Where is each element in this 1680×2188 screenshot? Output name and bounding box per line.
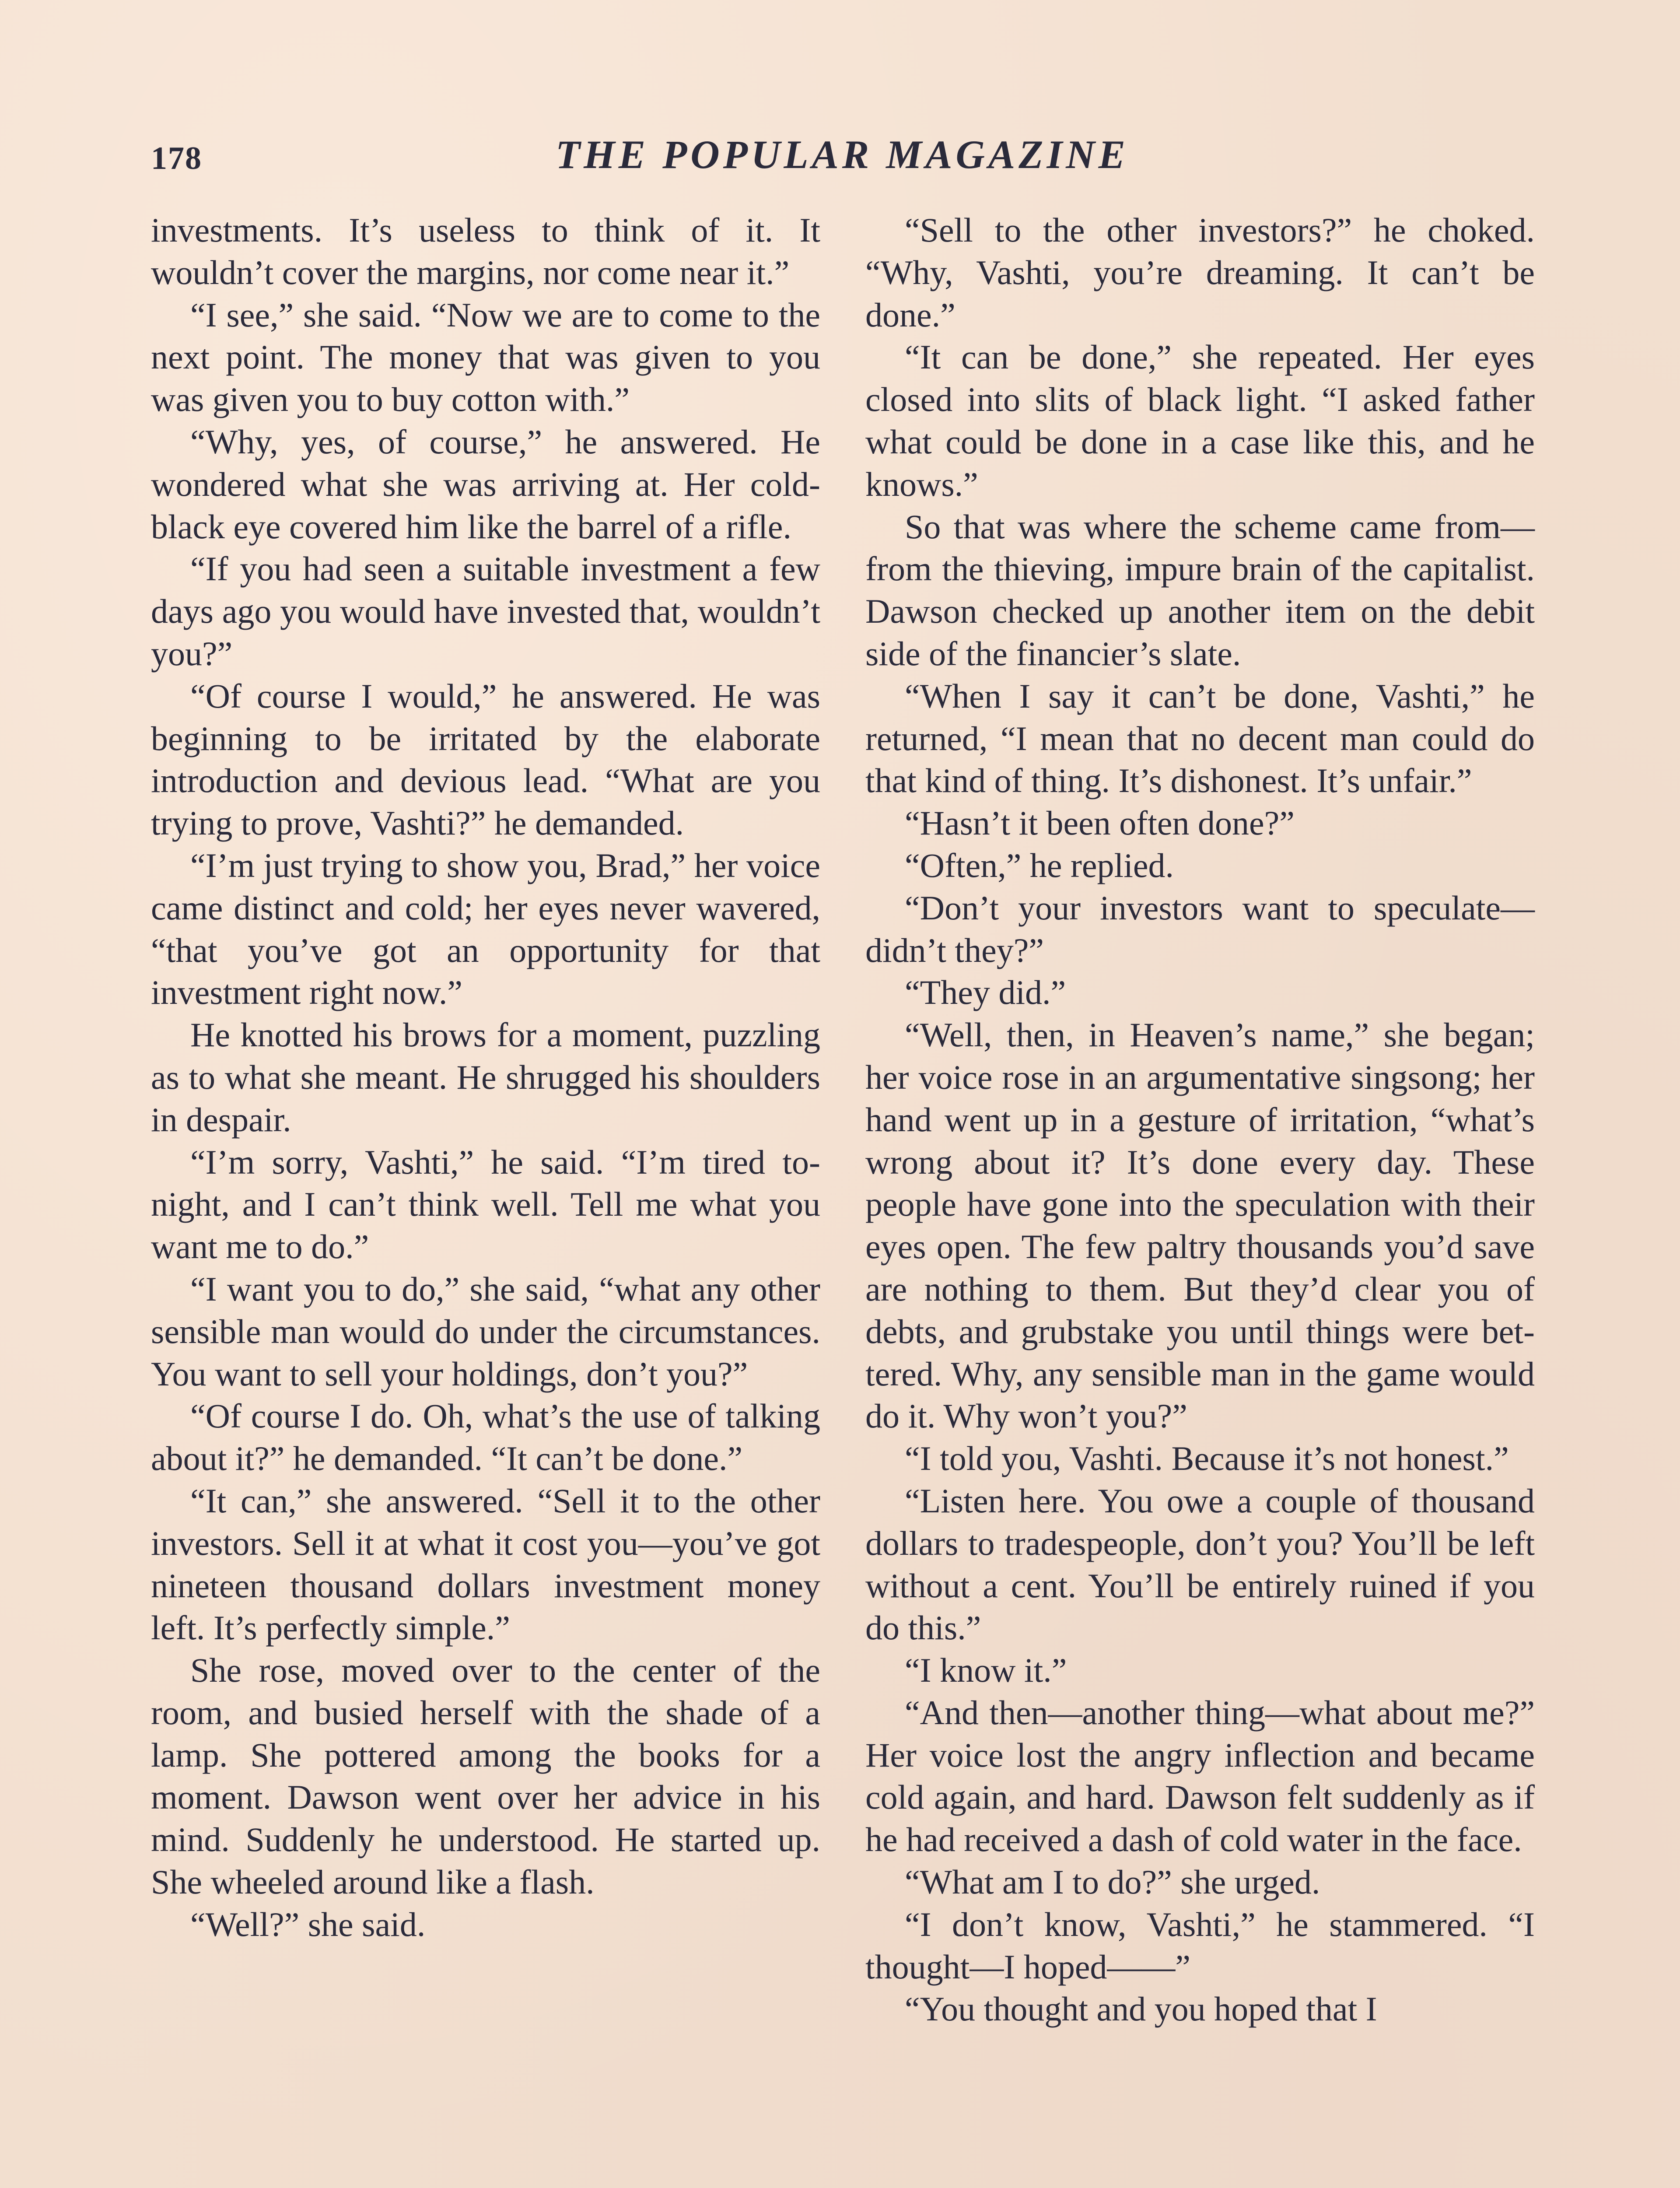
magazine-title: THE POPULAR MAGAZINE — [555, 132, 1129, 177]
paragraph: “Of course I do. Oh, what’s the use of talking about it?” he demanded. “It can’t be done.” — [151, 1397, 820, 1478]
paragraph: “You thought and you hoped that I — [905, 1990, 1377, 2028]
paragraph: “Well?” she said. — [190, 1905, 426, 1943]
paragraph: “I don’t know, Vashti,” he stammered. “I thought—I hoped——” — [865, 1905, 1535, 1986]
paragraph: “When I say it can’t be done, Vashti,” he returned, “I mean that no decent man could do that kind of thing. It’s dishonest. It’s unfair.” — [865, 677, 1535, 800]
paragraph: “Hasn’t it been often done?” — [905, 804, 1295, 842]
paragraph: “I’m sorry, Vashti,” he said. “I’m tired to-night, and I can’t think well. Tell me what you want me to do.” — [151, 1143, 820, 1266]
paragraph: “I told you, Vashti. Because it’s not honest.” — [905, 1439, 1509, 1478]
paragraph: So that was where the scheme came from—from the thieving, impure brain of the capitalist. Dawson checked up another item on the debit side of the financier’s slate. — [865, 507, 1535, 673]
paragraph: “Of course I would,” he answered. He was beginning to be irritated by the elaborate introduction and devious lead. “What are you trying to prove, Vashti?” he demanded. — [151, 677, 820, 842]
paragraph: She rose, moved over to the center of the room, and busied herself with the shade of a lamp. She pottered among the books for a moment. Dawson went over her advice in his mind. Suddenly he understood. He started up. She wheeled around like a flash. — [151, 1651, 820, 1901]
right-column — [865, 209, 1535, 2030]
paragraph: “Don’t your investors want to speculate—didn’t they?” — [865, 888, 1535, 969]
paragraph: “I’m just trying to show you, Brad,” her voice came distinct and cold; her eyes never wavered, “that you’ve got an opportunity for that investment right now.” — [151, 846, 820, 1012]
paragraph: “If you had seen a suitable investment a few days ago you would have invested that, wouldn’t you?” — [151, 550, 820, 673]
paragraph: “Sell to the other investors?” he choked. “Why, Vashti, you’re dreaming. It can’t be done.” — [865, 211, 1535, 334]
paragraph: “I see,” she said. “Now we are to come to the next point. The money that was given to you was given you to buy cotton with.” — [151, 295, 820, 419]
paragraph: He knotted his brows for a moment, puzzling as to what she meant. He shrugged his shoulders in despair. — [151, 1016, 820, 1139]
page-number: 178 — [151, 140, 202, 176]
paragraph: “They did.” — [905, 973, 1066, 1012]
paragraph: investments. It’s useless to think of it. It wouldn’t cover the margins, nor come near it.” — [151, 211, 820, 291]
page-header — [151, 127, 1533, 184]
paragraph: “I know it.” — [905, 1651, 1067, 1690]
paragraph: “It can,” she answered. “Sell it to the other investors. Sell it at what it cost you—you’ve got nineteen thousand dollars investment money left. It’s perfectly simple.” — [151, 1481, 820, 1647]
paragraph: “Often,” he replied. — [905, 846, 1174, 884]
paragraph: “Listen here. You owe a couple of thousand dollars to tradespeople, don’t you? You’ll be left without a cent. You’ll be entirely ruined if you do this.” — [865, 1481, 1535, 1647]
left-column — [151, 209, 820, 1946]
paragraph: “Well, then, in Heaven’s name,” she began; her voice rose in an argumentative singsong; her hand went up in a gesture of irritation, “what’s wrong about it? It’s done every day. These people have gone into the speculation with their eyes open. The few paltry thousands you’d save are nothing to them. But they’d clear you of debts, and grubstake you until things were bettered. Why, any sensible man in the game would do it. Why won’t you?” — [865, 1016, 1535, 1435]
paragraph: “Why, yes, of course,” he answered. He wondered what she was arriving at. Her cold-black eye covered him like the barrel of a rifle. — [151, 422, 820, 546]
paragraph: “And then—another thing—what about me?” Her voice lost the angry inflection and became cold again, and hard. Dawson felt suddenly as if he had received a dash of cold water in the face. — [865, 1693, 1535, 1859]
paragraph: “It can be done,” she repeated. Her eyes closed into slits of black light. “I asked father what could be done in a case like this, and he knows.” — [865, 338, 1535, 503]
paragraph: “What am I to do?” she urged. — [905, 1863, 1320, 1901]
paragraph: “I want you to do,” she said, “what any other sensible man would do under the circumstances. You want to sell your holdings, don’t you?” — [151, 1269, 820, 1393]
